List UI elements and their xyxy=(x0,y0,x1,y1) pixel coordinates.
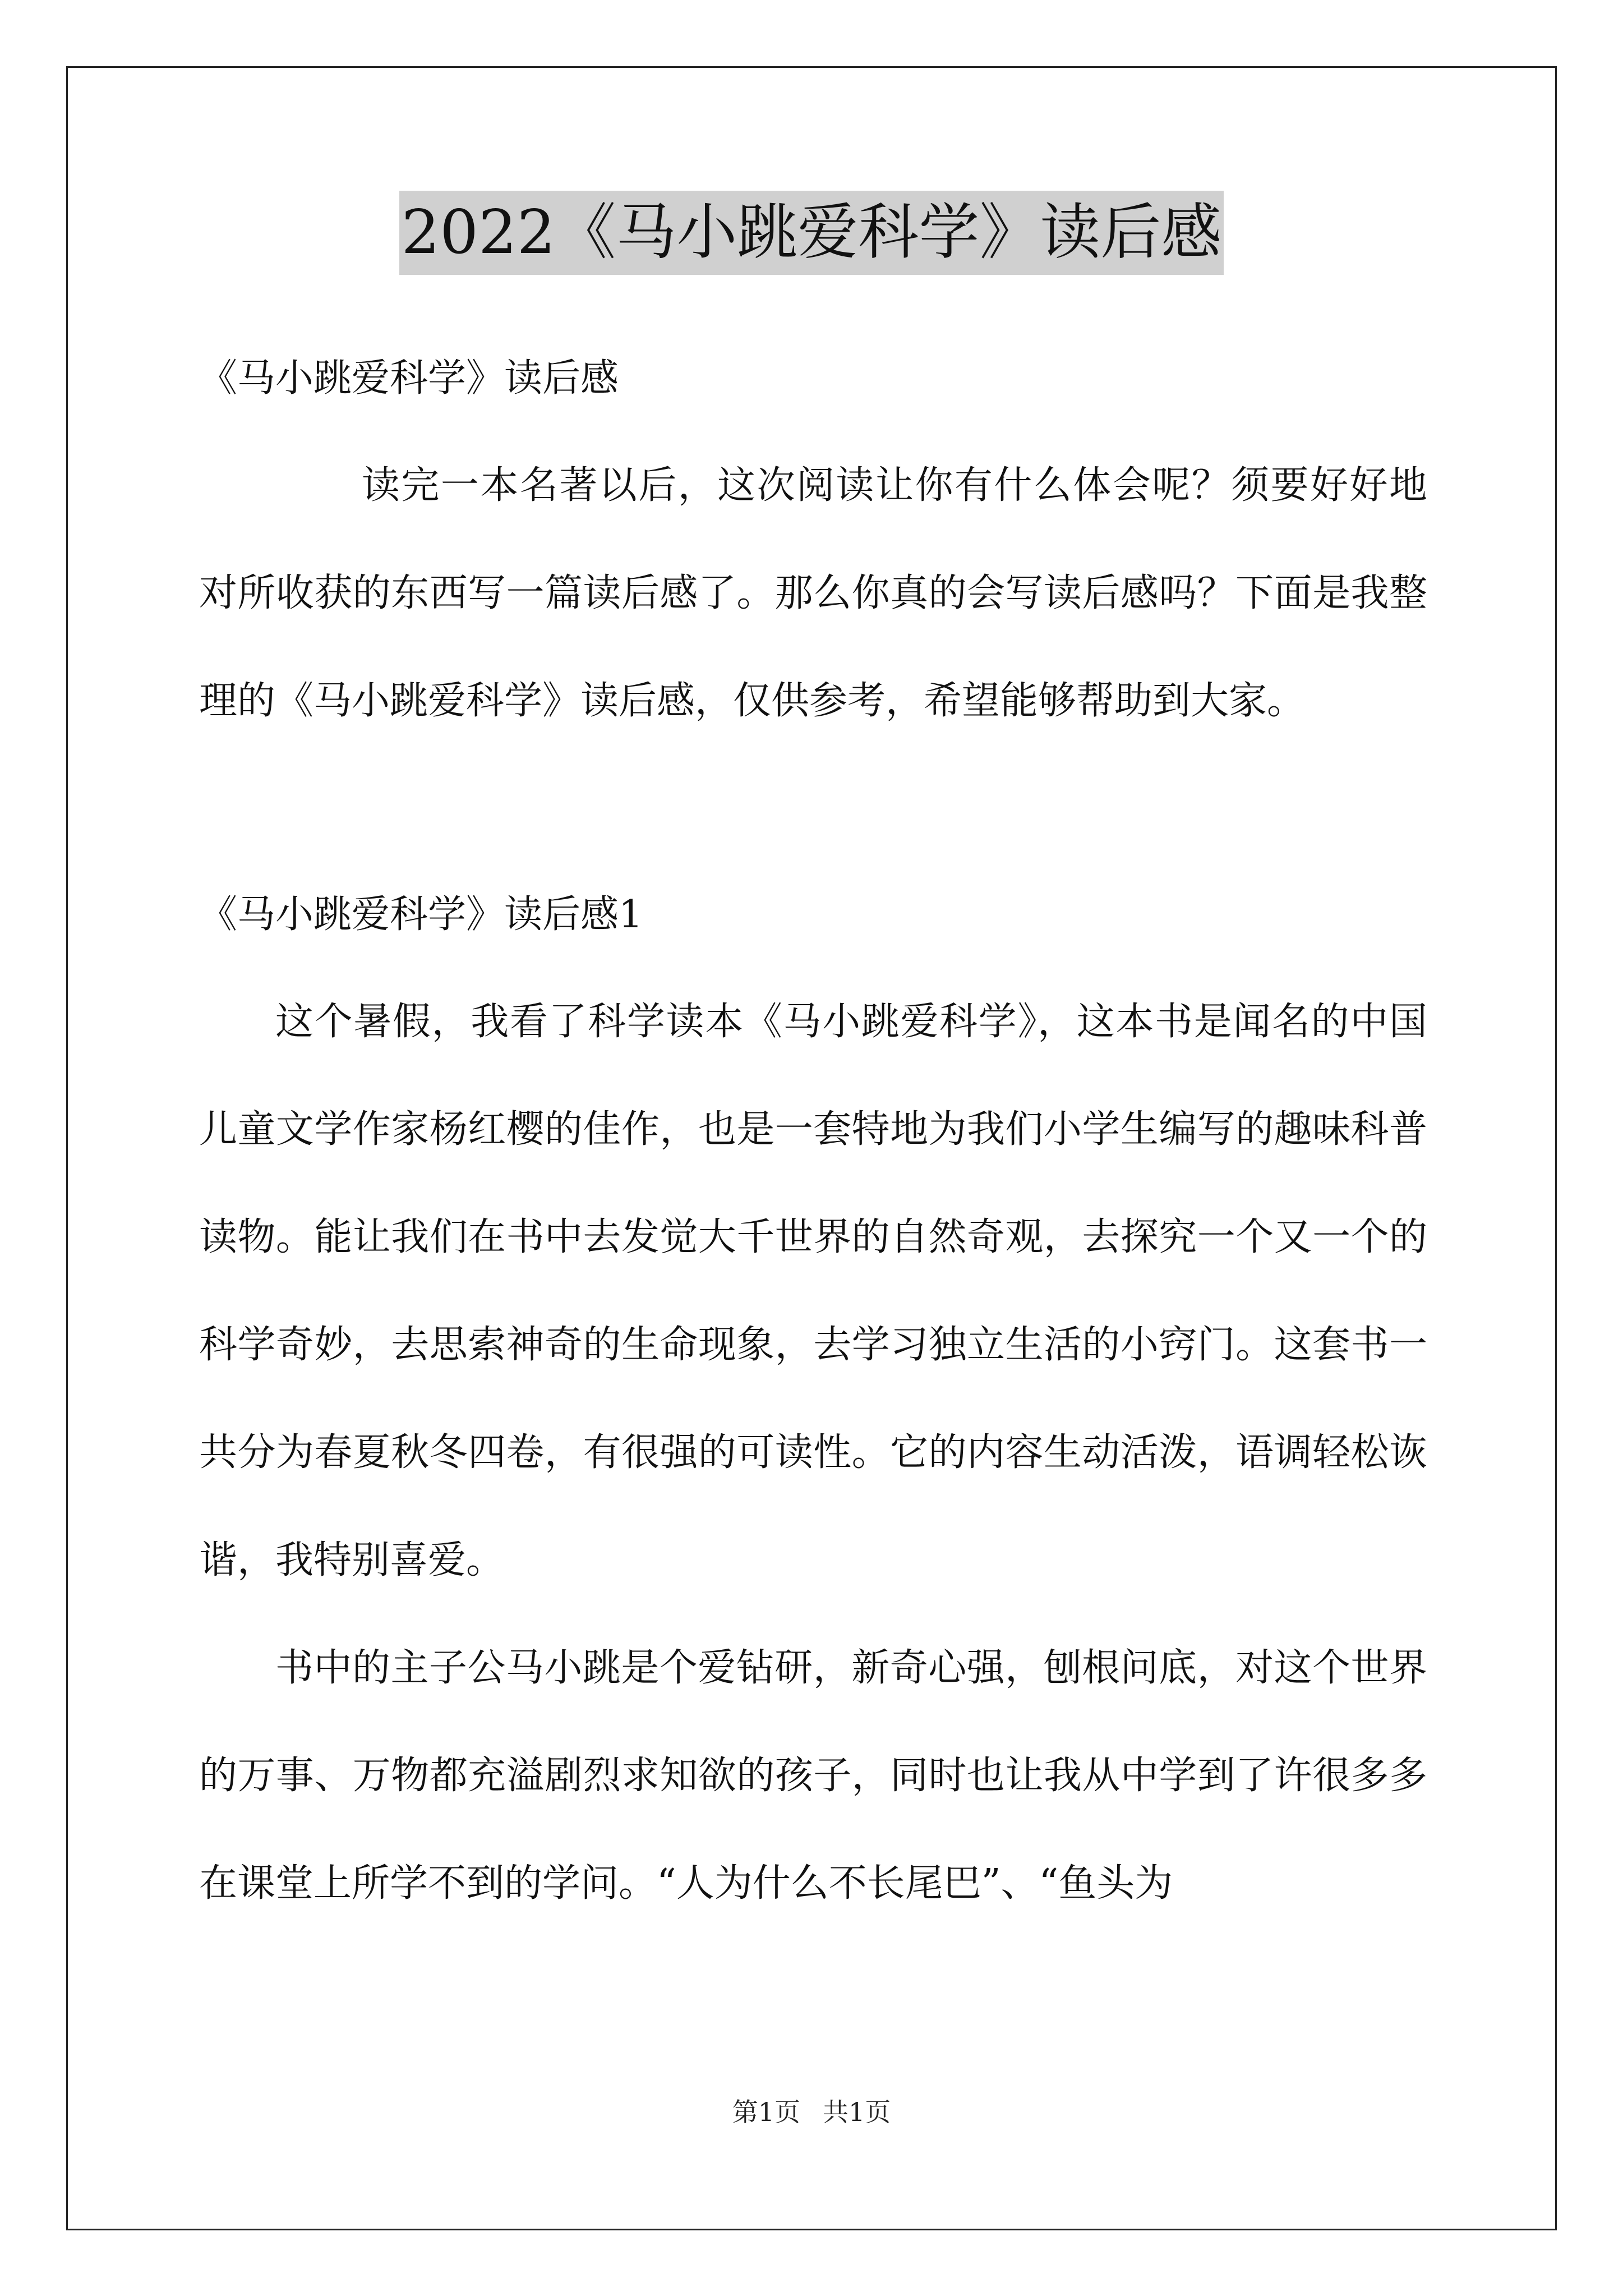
page-number: 第1页 xyxy=(732,2097,800,2127)
section1-paragraph-2: 书中的主子公马小跳是个爱钻研，新奇心强，刨根问底，对这个世界的万事、万物都充溢剧烈求知欲的孩子，同时也让我从中学到了许很多多在课堂上所学不到的学问。“人为什么不长尾巴”、“鱼头为 xyxy=(199,1646,1427,1906)
document-title: 2022《马小跳爱科学》读后感 xyxy=(399,191,1224,275)
section-spacer xyxy=(199,755,1427,862)
intro-heading: 《马小跳爱科学》读后感 xyxy=(199,356,619,401)
document-body xyxy=(199,325,1427,1938)
page-footer xyxy=(0,2095,1623,2129)
section1-paragraph-1: 这个暑假，我看了科学读本《马小跳爱科学》，这本书是闻名的中国儿童文学作家杨红樱的佳作，也是一套特地为我们小学生编写的趣味科普读物。能让我们在书中去发觉大千世界的自然奇观，去探究一个又一个的科学奇妙，去思索神奇的生命现象，去学习独立生活的小窍门。这套书一共分为春夏秋冬四卷，有很强的可读性。它的内容生动活泼，语调轻松诙谐，我特别喜爱。 xyxy=(199,1000,1427,1582)
page-total: 共1页 xyxy=(823,2097,891,2127)
section1-heading: 《马小跳爱科学》读后感1 xyxy=(199,892,643,937)
intro-paragraph: 读完一本名著以后，这次阅读让你有什么体会呢？须要好好地对所收获的东西写一篇读后感了。那么你真的会写读后感吗？下面是我整理的《马小跳爱科学》读后感，仅供参考，希望能够帮助到大家。 xyxy=(199,463,1427,723)
title-container xyxy=(0,191,1623,275)
